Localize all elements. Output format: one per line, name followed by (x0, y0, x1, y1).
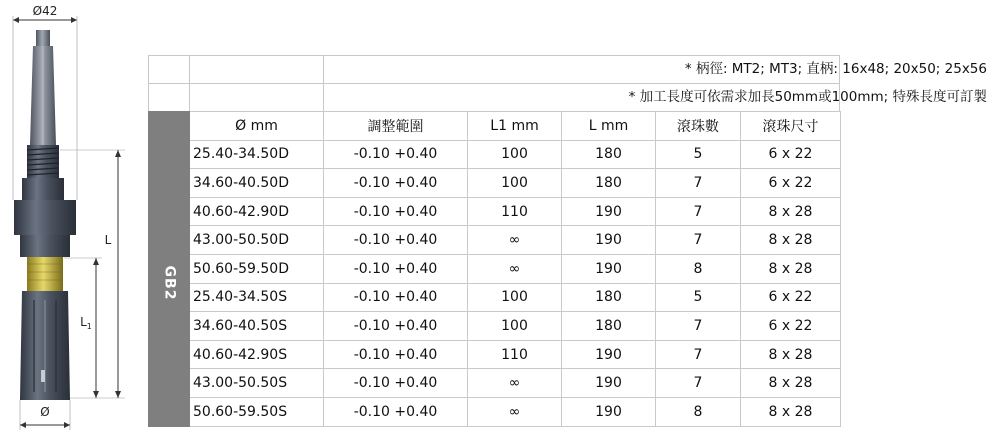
bottom-diameter-label: Ø (40, 405, 50, 419)
length-dimension (60, 150, 125, 398)
cell-ball-size: 8 x 28 (741, 226, 841, 255)
specification-table (148, 111, 841, 427)
cell-diameter: 43.00-50.50S (190, 369, 324, 398)
cell-ball-size: 6 x 22 (741, 312, 841, 341)
cell-l: 180 (562, 312, 656, 341)
cell-ball-count: 8 (656, 397, 741, 426)
cell-adjust-range: -0.10 +0.40 (324, 340, 468, 369)
cell-l: 180 (562, 140, 656, 169)
header-diameter: Ø mm (190, 112, 324, 141)
cell-l: 190 (562, 369, 656, 398)
header-adjust-range: 調整範圍 (324, 112, 468, 141)
shank-note: * 柄徑: MT2; MT3; 直柄: 16x48; 20x50; 25x56 (684, 61, 987, 77)
cell-l1: 100 (468, 312, 562, 341)
cell-l: 190 (562, 254, 656, 283)
cell-ball-count: 7 (656, 340, 741, 369)
group-label-band (149, 140, 190, 426)
cell-l1: 110 (468, 197, 562, 226)
cell-adjust-range: -0.10 +0.40 (324, 369, 468, 398)
cell-l1: ∞ (468, 369, 562, 398)
length-extension-note: * 加工長度可依需求加長50mm或100mm; 特殊長度可訂製 (628, 89, 987, 105)
cell-adjust-range: -0.10 +0.40 (324, 140, 468, 169)
cell-diameter: 43.00-50.50D (190, 226, 324, 255)
cell-ball-count: 5 (656, 140, 741, 169)
cell-diameter: 40.60-42.90S (190, 340, 324, 369)
table-row (149, 140, 841, 169)
cell-ball-count: 7 (656, 197, 741, 226)
bottom-diameter-dimension (20, 400, 70, 430)
cell-ball-count: 7 (656, 169, 741, 198)
thrust-bearing-ring (27, 257, 63, 291)
cell-diameter: 25.40-34.50D (190, 140, 324, 169)
cell-l: 190 (562, 397, 656, 426)
cell-adjust-range: -0.10 +0.40 (324, 254, 468, 283)
table-row (149, 254, 841, 283)
table-row (149, 369, 841, 398)
table-row (149, 283, 841, 312)
cell-l1: 110 (468, 340, 562, 369)
cell-adjust-range: -0.10 +0.40 (324, 226, 468, 255)
cell-diameter: 34.60-40.50S (190, 312, 324, 341)
roller-cage (20, 291, 70, 400)
side-band-top (149, 112, 190, 141)
roller-burnishing-tool-drawing (0, 0, 140, 442)
table-header-row (149, 112, 841, 141)
table-row (149, 169, 841, 198)
body-neck (20, 235, 70, 257)
cell-ball-count: 8 (656, 254, 741, 283)
cell-adjust-range: -0.10 +0.40 (324, 283, 468, 312)
tool-body (14, 200, 76, 235)
cell-l: 190 (562, 340, 656, 369)
cell-ball-count: 5 (656, 283, 741, 312)
cell-diameter: 25.40-34.50S (190, 283, 324, 312)
adjusting-thread (27, 145, 59, 178)
cell-diameter: 50.60-59.50S (190, 397, 324, 426)
cell-l: 190 (562, 197, 656, 226)
locking-ring (22, 178, 64, 200)
cell-ball-size: 8 x 28 (741, 340, 841, 369)
length-label: L (104, 233, 112, 247)
cell-l1: 100 (468, 169, 562, 198)
cell-l1: 100 (468, 283, 562, 312)
header-ball-size: 滾珠尺寸 (741, 112, 841, 141)
cell-ball-size: 6 x 22 (741, 283, 841, 312)
table-row (149, 340, 841, 369)
cell-adjust-range: -0.10 +0.40 (324, 197, 468, 226)
specification-table-block (148, 55, 987, 437)
top-diameter-label: Ø42 (32, 4, 58, 18)
cell-adjust-range: -0.10 +0.40 (324, 312, 468, 341)
cell-l1: ∞ (468, 254, 562, 283)
cell-adjust-range: -0.10 +0.40 (324, 169, 468, 198)
cell-ball-count: 7 (656, 312, 741, 341)
table-row (149, 312, 841, 341)
group-label: GB2 (161, 265, 177, 301)
cell-l: 180 (562, 283, 656, 312)
cell-ball-size: 6 x 22 (741, 169, 841, 198)
cell-diameter: 40.60-42.90D (190, 197, 324, 226)
table-row (149, 197, 841, 226)
l1-dimension (64, 258, 102, 398)
cell-ball-count: 7 (656, 226, 741, 255)
cell-l1: ∞ (468, 397, 562, 426)
cell-diameter: 34.60-40.50D (190, 169, 324, 198)
header-l: L mm (562, 112, 656, 141)
cell-adjust-range: -0.10 +0.40 (324, 397, 468, 426)
cell-diameter: 50.60-59.50D (190, 254, 324, 283)
cell-l: 190 (562, 226, 656, 255)
cell-ball-count: 7 (656, 369, 741, 398)
shank (30, 30, 56, 145)
table-row (149, 226, 841, 255)
table-row (149, 397, 841, 426)
header-ball-count: 滾珠數 (656, 112, 741, 141)
cell-l: 180 (562, 169, 656, 198)
cell-ball-size: 6 x 22 (741, 140, 841, 169)
l1-label: $L_1$ (80, 315, 92, 331)
cell-l1: ∞ (468, 226, 562, 255)
cell-l1: 100 (468, 140, 562, 169)
cell-ball-size: 8 x 28 (741, 397, 841, 426)
cell-ball-size: 8 x 28 (741, 197, 841, 226)
cell-ball-size: 8 x 28 (741, 254, 841, 283)
header-l1: L1 mm (468, 112, 562, 141)
cell-ball-size: 8 x 28 (741, 369, 841, 398)
